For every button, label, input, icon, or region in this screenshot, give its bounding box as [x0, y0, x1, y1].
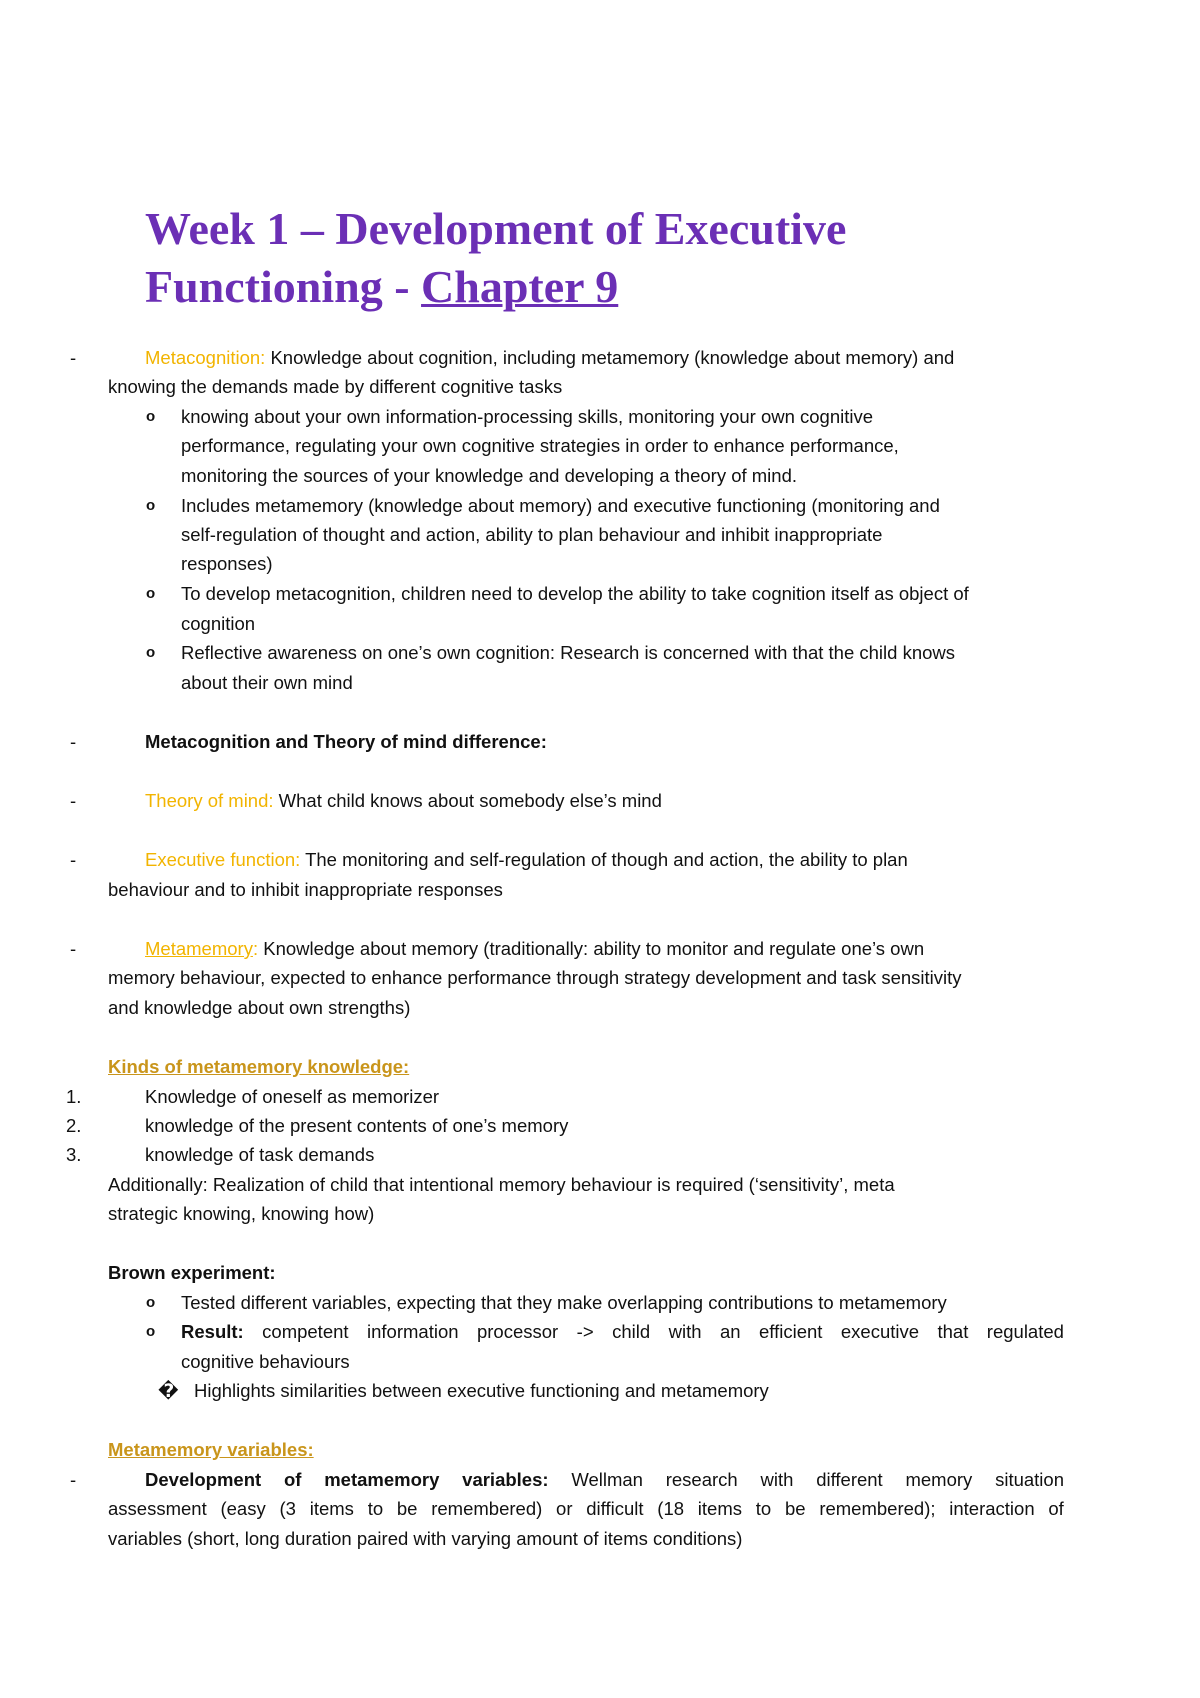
ef-term: Executive function:: [145, 849, 301, 870]
page-title: [145, 200, 1105, 316]
circle-bullet: o: [146, 497, 156, 514]
variables-heading: Metamemory variables:: [108, 1439, 314, 1460]
metacognition-def-line-1: Metacognition: Knowledge about cognition, including metamemory (knowledge about memory) and: [145, 347, 955, 368]
variables-line-3: variables (short, long duration paired with varying amount of items conditions): [108, 1528, 743, 1549]
list-number: 3.: [66, 1144, 82, 1165]
kinds-item: knowledge of the present contents of one’s memory: [145, 1115, 569, 1136]
metacognition-sub3-line-1: To develop metacognition, children need to develop the ability to take cognition itself as object of: [181, 583, 969, 604]
difference-heading: Metacognition and Theory of mind difference:: [145, 731, 547, 752]
arrow-bullet-icon: �: [158, 1380, 179, 1401]
title-chapter-link: Chapter 9: [421, 261, 619, 312]
list-number: 2.: [66, 1115, 82, 1136]
additionally-line-2: strategic knowing, knowing how): [108, 1203, 375, 1224]
circle-bullet: o: [146, 644, 156, 661]
brown-sub1: Tested different variables, expecting that they make overlapping contributions to metamemory: [181, 1292, 947, 1313]
brown-heading: Brown experiment:: [108, 1262, 276, 1283]
ef-line-1: Executive function: The monitoring and self-regulation of though and action, the ability to plan: [145, 849, 908, 870]
kinds-item: knowledge of task demands: [145, 1144, 375, 1165]
metacognition-sub2-line-2: self-regulation of thought and action, ability to plan behaviour and inhibit inappropriate: [181, 524, 883, 545]
variables-line-1: Development of metamemory variables: Wellman research with different memory situation: [145, 1469, 1064, 1490]
metacognition-sub3-line-2: cognition: [181, 613, 256, 634]
dash-bullet: -: [70, 790, 77, 811]
circle-bullet: o: [146, 1294, 156, 1311]
metacognition-def-line-2: knowing the demands made by different cognitive tasks: [108, 376, 563, 397]
metamemory-line-3: and knowledge about own strengths): [108, 997, 411, 1018]
dash-bullet: -: [70, 347, 77, 368]
brown-result-line-1: Result: competent information processor -> child with an efficient executive that regulated: [181, 1318, 1064, 1346]
dash-bullet: -: [70, 849, 77, 870]
list-number: 1.: [66, 1086, 82, 1107]
additionally-line-1: Additionally: Realization of child that intentional memory behaviour is required (‘sensitivity’, meta: [108, 1174, 895, 1195]
metacognition-sub4-line-2: about their own mind: [181, 672, 353, 693]
dash-bullet: -: [70, 731, 77, 752]
dash-bullet: -: [70, 938, 77, 959]
variables-line-2: assessment (easy (3 items to be remembered) or difficult (18 items to be remembered); interaction of: [108, 1498, 1064, 1519]
metacognition-sub2-line-3: responses): [181, 553, 273, 574]
metacognition-sub2-line-1: Includes metamemory (knowledge about memory) and executive functioning (monitoring and: [181, 495, 940, 516]
brown-highlight: Highlights similarities between executive functioning and metamemory: [194, 1380, 769, 1401]
circle-bullet: o: [146, 408, 156, 425]
metamemory-term: Metamemory: [145, 938, 253, 959]
tom-line: Theory of mind: What child knows about somebody else’s mind: [145, 790, 662, 811]
ef-line-2: behaviour and to inhibit inappropriate responses: [108, 879, 503, 900]
metacognition-sub4-line-1: Reflective awareness on one’s own cognition: Research is concerned with that the child knows: [181, 642, 956, 663]
title-line-2: Functioning -: [145, 261, 422, 312]
metacognition-term: Metacognition:: [145, 347, 266, 368]
metacognition-sub1-line-1: knowing about your own information-processing skills, monitoring your own cognitive: [181, 406, 874, 427]
circle-bullet: o: [146, 1323, 156, 1340]
kinds-item: Knowledge of oneself as memorizer: [145, 1086, 440, 1107]
result-label: Result:: [181, 1321, 244, 1342]
brown-result-line-2: cognitive behaviours: [181, 1351, 350, 1372]
dash-bullet: -: [70, 1469, 77, 1490]
kinds-heading: Kinds of metamemory knowledge:: [108, 1056, 410, 1077]
circle-bullet: o: [146, 585, 156, 602]
tom-term: Theory of mind:: [145, 790, 274, 811]
metamemory-line-2: memory behaviour, expected to enhance performance through strategy development and task sensitivity: [108, 967, 962, 988]
metacognition-sub1-line-3: monitoring the sources of your knowledge and developing a theory of mind.: [181, 465, 798, 486]
metamemory-line-1: Metamemory: Knowledge about memory (traditionally: ability to monitor and regulate one’s own: [145, 938, 925, 959]
title-line-1: Week 1 – Development of Executive: [145, 203, 847, 254]
metacognition-sub1-line-2: performance, regulating your own cognitive strategies in order to enhance performance,: [181, 435, 899, 456]
